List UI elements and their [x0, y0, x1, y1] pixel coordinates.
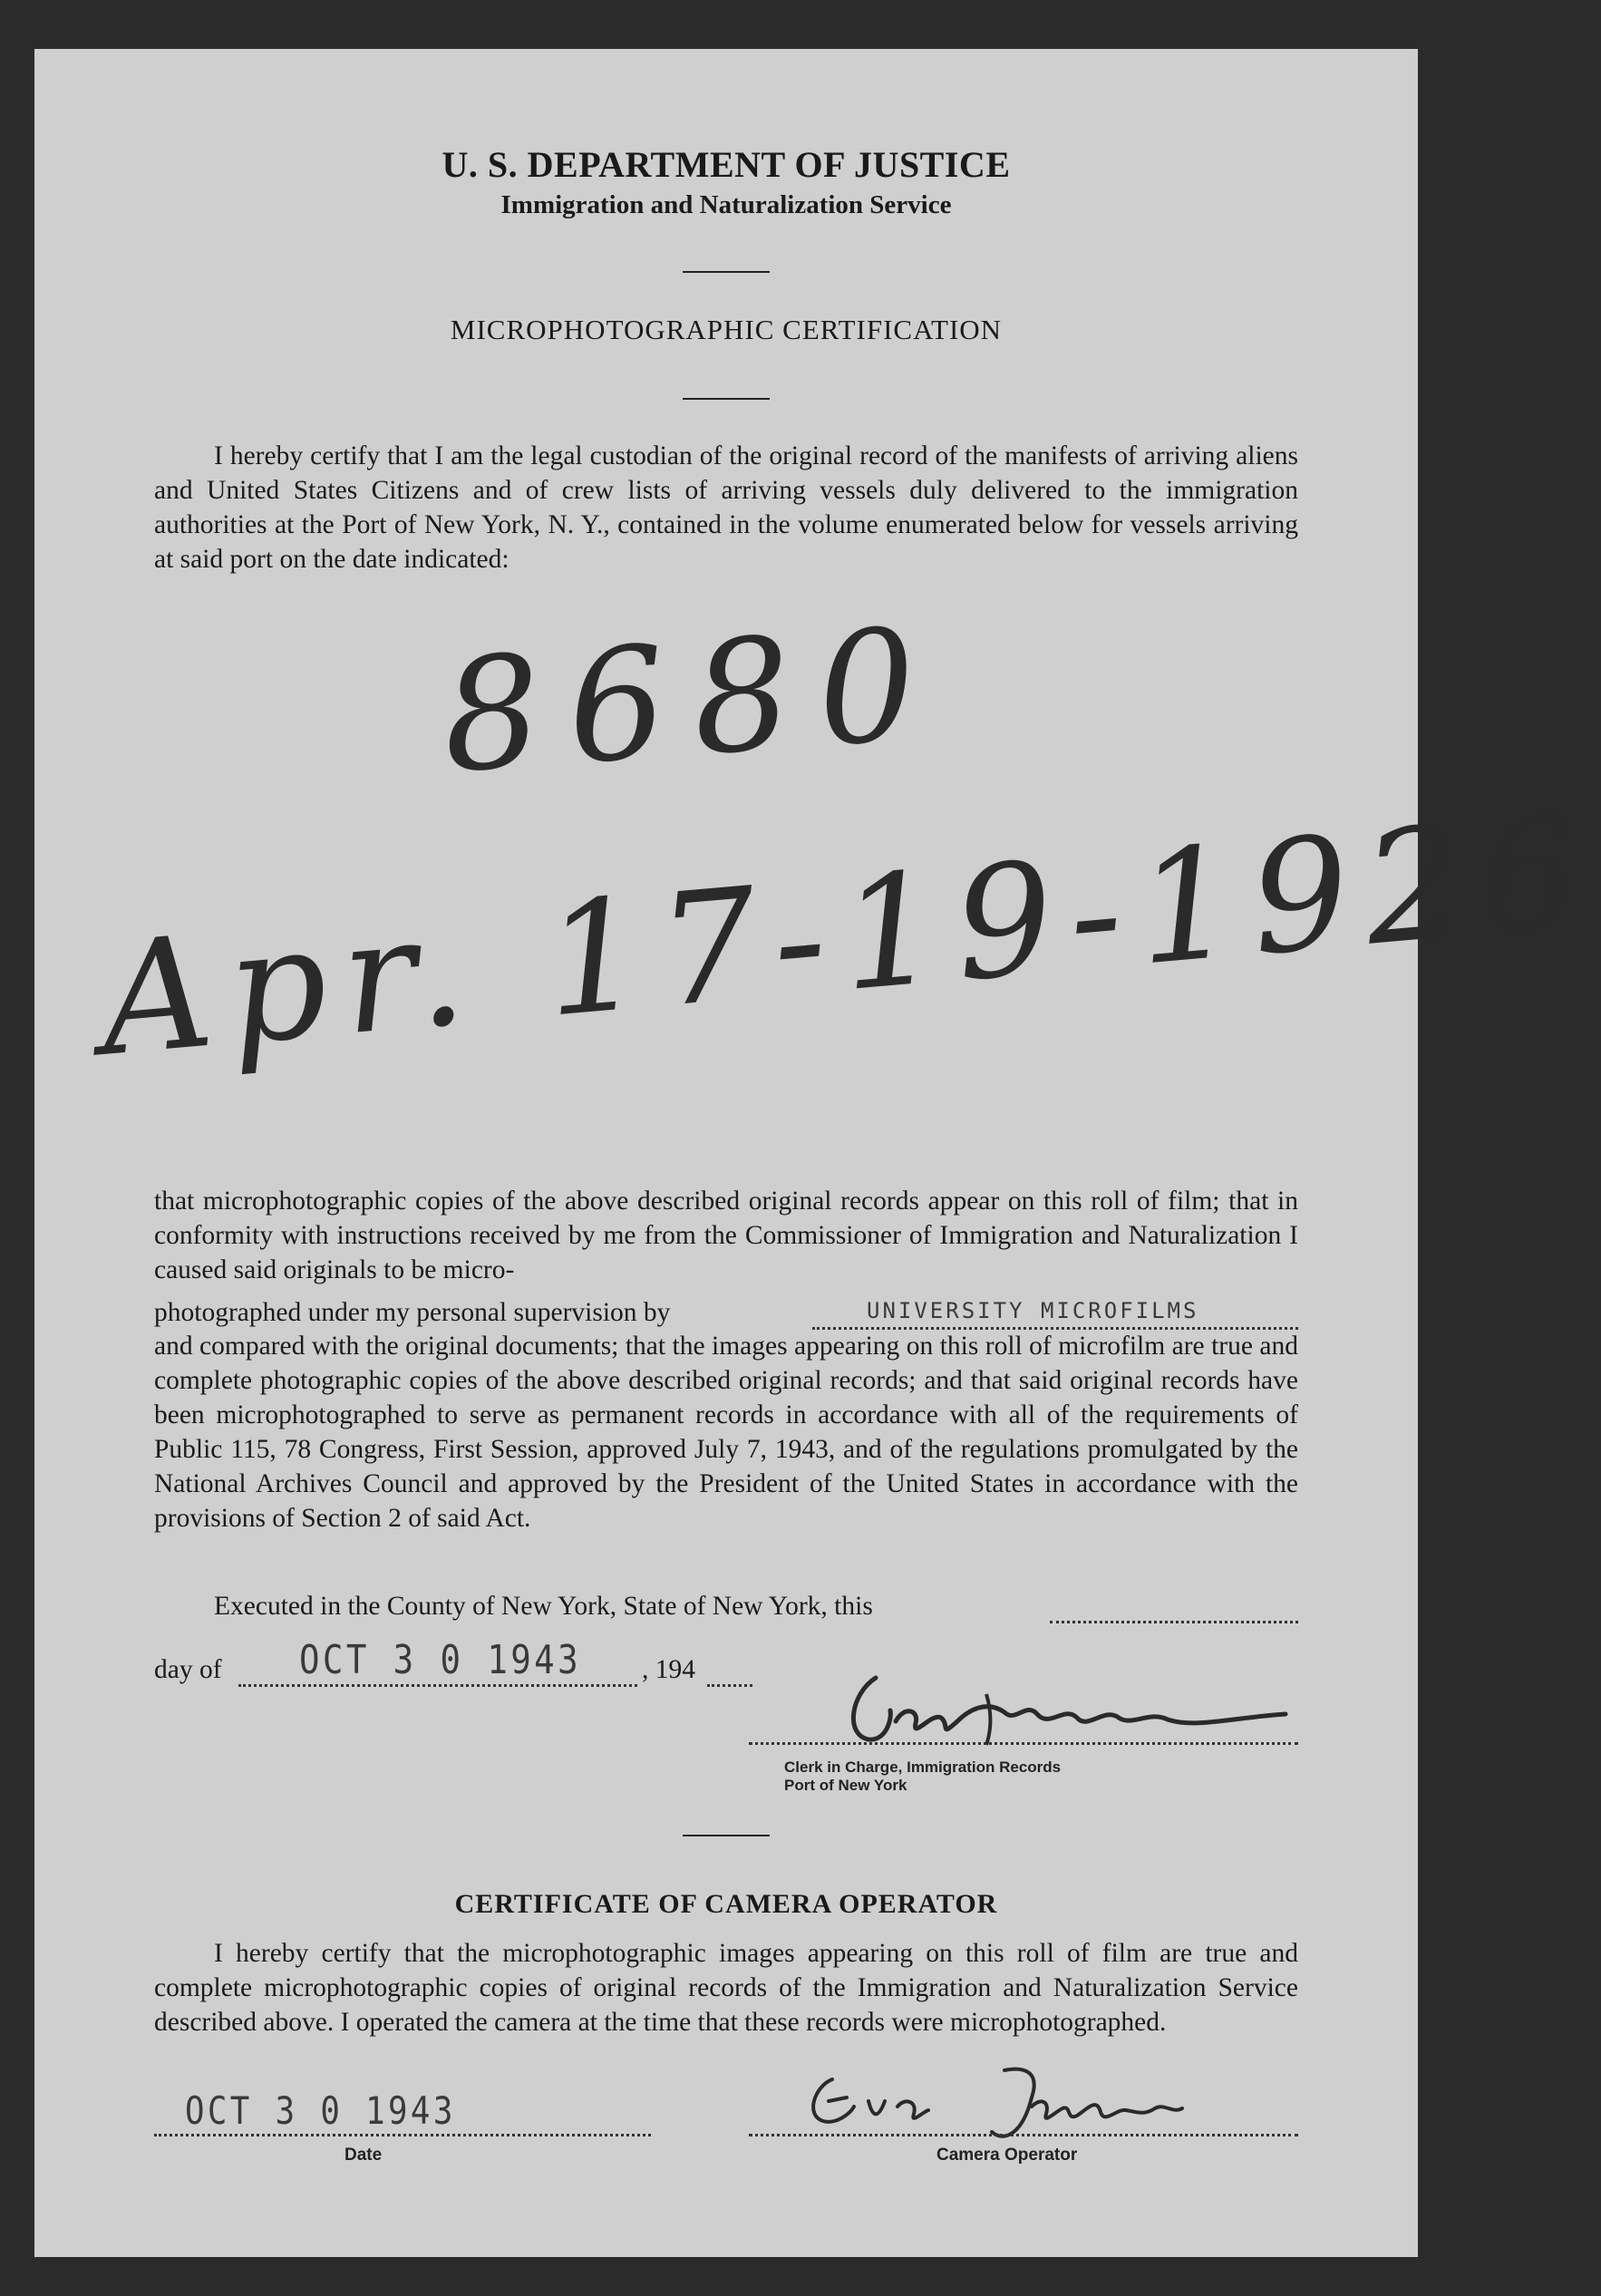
- body-paragraph-part2: [154, 1329, 1298, 1536]
- certification-title: MICROPHOTOGRAPHIC CERTIFICATION: [450, 314, 1003, 345]
- handwritten-volume-number: 8680: [436, 593, 949, 809]
- year-prefix: [642, 1655, 695, 1685]
- execution-text: Executed in the County of New York, State of New York, this: [214, 1592, 873, 1621]
- date-label: Date: [344, 2146, 383, 2165]
- execution-day-dotted-line: [1050, 1621, 1298, 1623]
- handwritten-arrival-dates: Apr. 17-19-1926: [92, 781, 1601, 1091]
- camera-date-stamp: OCT 3 0 1943: [185, 2088, 456, 2133]
- day-of-dotted-line: [238, 1684, 637, 1687]
- day-of-label: day of: [154, 1655, 222, 1684]
- camera-operator-label: Camera Operator: [936, 2146, 1078, 2165]
- certificate-sheet: [34, 49, 1601, 2257]
- camera-operator-dotted-line: [749, 2134, 1298, 2136]
- supervision-prefix: photographed under my personal supervision by: [154, 1298, 671, 1327]
- year-dotted-line: [707, 1684, 752, 1687]
- divider: [683, 1835, 770, 1836]
- clerk-title-line1: Clerk in Charge, Immigration Records: [784, 1758, 1062, 1776]
- intro-paragraph: [154, 439, 1298, 576]
- camera-operator-signature: [778, 2061, 1249, 2152]
- body-paragraph-part1: [154, 1184, 1298, 1287]
- service-heading: Immigration and Naturalization Service: [500, 190, 952, 219]
- divider: [683, 271, 770, 273]
- supervision-stamp: UNIVERSITY MICROFILMS: [867, 1298, 1199, 1323]
- camera-operator-title: CERTIFICATE OF CAMERA OPERATOR: [454, 1889, 998, 1919]
- camera-text: I hereby certify that the microphotographic images appearing on this roll of film are true and complete microphotographic copies of original records of the Immigration and Naturalization Service described above. I operated the camera at the time that these records were microphotographed.: [154, 1939, 1298, 2037]
- body-text-part2: and compared with the original documents; that the images appearing on this roll of microfilm are true and complete photographic copies of the above described original records; and that said original records have been microphotographed to serve as permanent records in accordance with all of the requirements of Public 115, 78 Congress, First Session, approved July 7, 1943, and of the regulations promulgated by the National Archives Council and approved by the President of the United States in accordance with the provisions of Section 2 of said Act.: [154, 1332, 1298, 1533]
- year-prefix-text: 194: [655, 1655, 695, 1684]
- divider: [683, 398, 770, 400]
- clerk-signature-dotted-line: [749, 1742, 1298, 1745]
- intro-text: I hereby certify that I am the legal custodian of the original record of the manifests of arriving aliens and United States Citizens and of crew lists of arriving vessels duly delivered to the immigration authorities at the Port of New York, N. Y., contained in the volume enumerated below for vessels arriving at said port on the date indicated:: [154, 441, 1298, 574]
- department-heading: U. S. DEPARTMENT OF JUSTICE: [441, 144, 1011, 185]
- year-comma: ,: [642, 1655, 655, 1684]
- body-text-part1: that microphotographic copies of the above described original records appear on this roll of film; that in conformity with instructions received by me from the Commissioner of Immigration and Naturalization I caused said originals to be micro-: [154, 1187, 1298, 1284]
- camera-paragraph: [154, 1936, 1298, 2039]
- clerk-title-line2: Port of New York: [784, 1777, 907, 1794]
- execution-date-stamp: OCT 3 0 1943: [299, 1637, 582, 1683]
- camera-date-dotted-line: [154, 2134, 651, 2136]
